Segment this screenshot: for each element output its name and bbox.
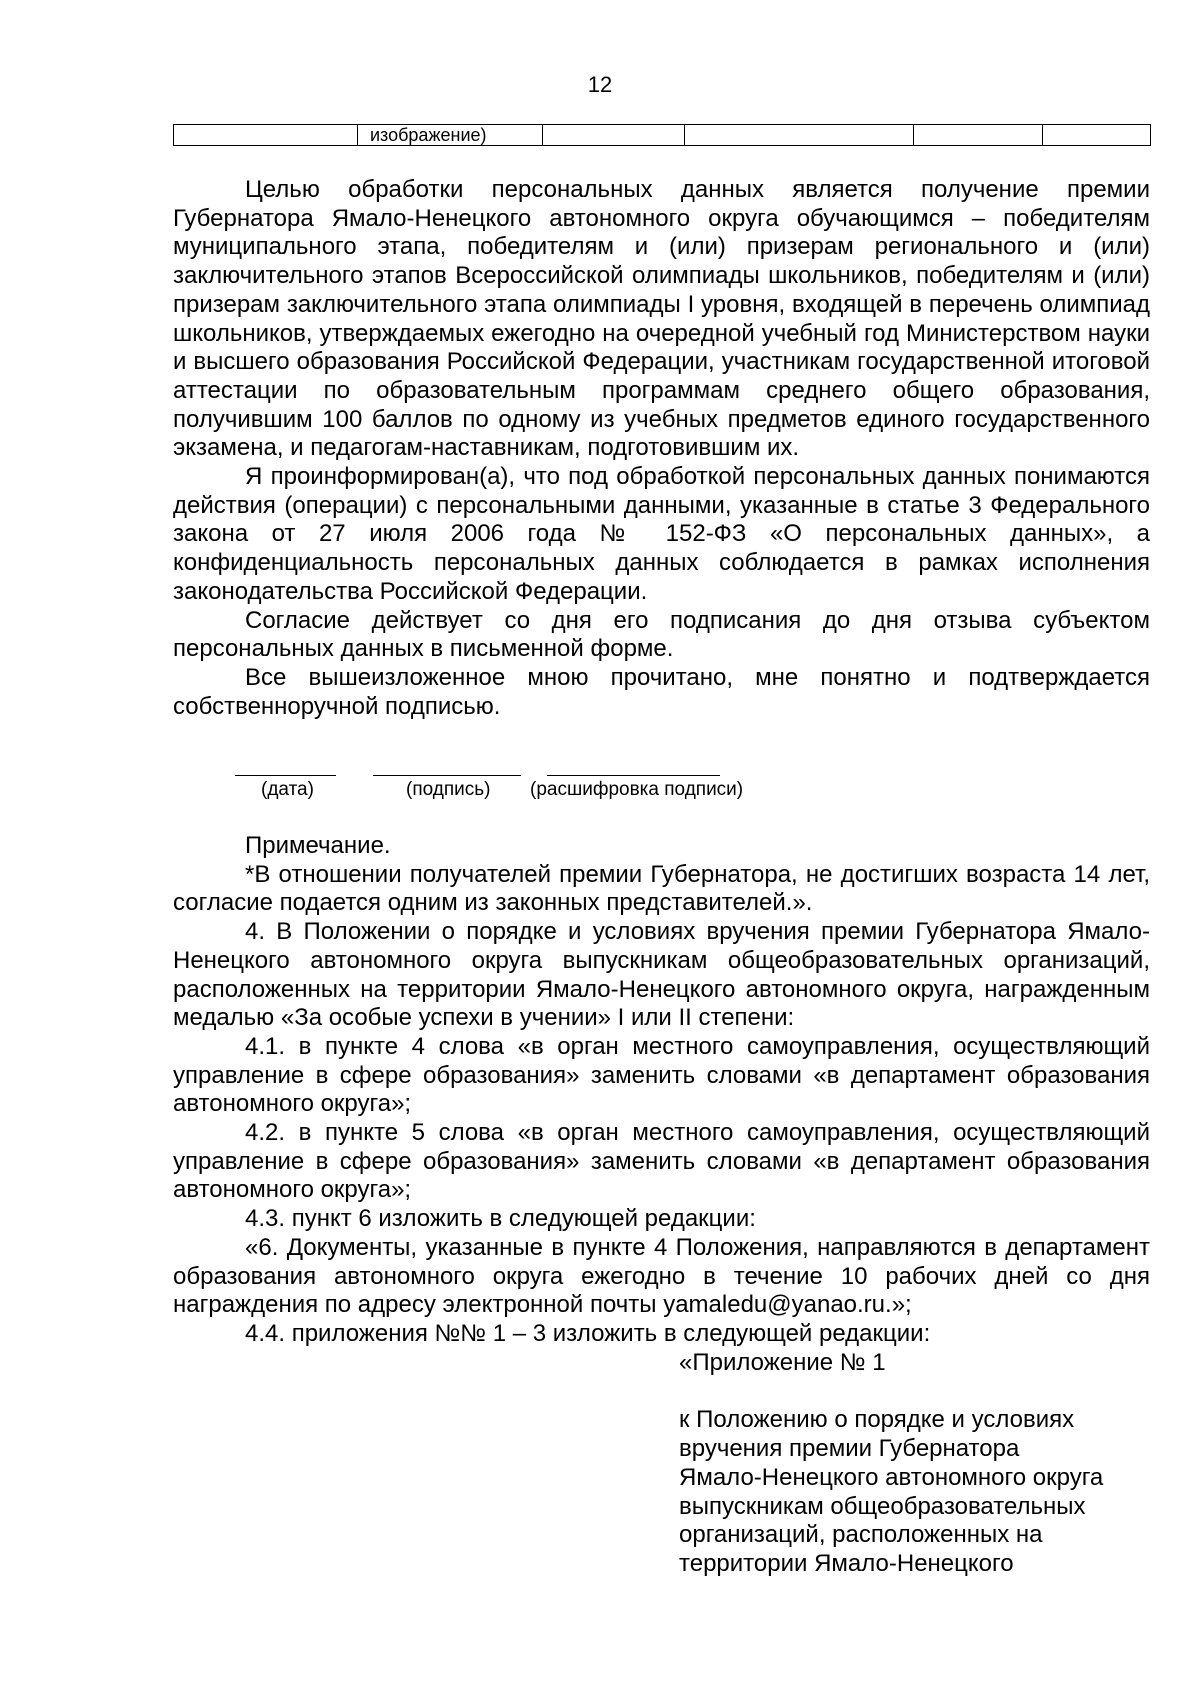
paragraph-validity: Согласие действует со дня его подписания до дня отзыва субъектом персональных данных в письменной форме.: [173, 606, 1150, 663]
annex-line: к Положению о порядке и условиях: [679, 1406, 1075, 1434]
amendment-point-6: «6. Документы, указанные в пункте 4 Положения, направляются в департамент образования автономного округа ежегодно в течение 10 рабочих дней со дня награждения по адресу электронной почты yamaledu@yanao.ru.»;: [173, 1233, 1150, 1319]
table-cell: [1043, 125, 1151, 146]
table-cell: [914, 125, 1043, 146]
annex-line: вручения премии Губернатора: [679, 1435, 1020, 1463]
table-fragment: [173, 124, 1151, 146]
paragraph-confirmation: Все вышеизложенное мною прочитано, мне понятно и подтверждается собственноручной подписью.: [173, 663, 1150, 720]
amendment-4-4: 4.4. приложения №№ 1 – 3 изложить в следующей редакции:: [245, 1319, 931, 1347]
page-number: 12: [587, 72, 613, 97]
annex-line: территории Ямало-Ненецкого: [679, 1549, 1014, 1577]
paragraph-purpose: Целью обработки персональных данных является получение премии Губернатора Ямало-Ненецкого автономного округа обучающимся – победителям муниципального этапа, победителям и (или) призерам регионального и (или) заключительного этапов Всероссийской олимпиады школьников, победителям и (или) призерам заключительного этапа олимпиады I уровня, входящей в перечень олимпиад школьников, утверждаемых ежегодно на очередной учебный год Министерством науки и высшего образования Российской Федерации, участникам государственной итоговой аттестации по образовательным программам среднего общего образования, получившим 100 баллов по одному из учебных предметов единого государственного экзамена, и педагогам-наставникам, подготовившим их.: [173, 176, 1150, 462]
annex-header: [679, 1349, 1159, 1579]
table-cell: изображение): [358, 125, 543, 146]
annex-line: выпускникам общеобразовательных: [679, 1492, 1086, 1520]
paragraph-informed: Я проинформирован(а), что под обработкой персональных данных понимаются действия (операции) с персональными данными, указанные в статье 3 Федерального закона от 27 июля 2006 года № 152-ФЗ «О персональных данных», а конфиденциальность персональных данных соблюдается в рамках исполнения законодательства Российской Федерации.: [173, 463, 1150, 605]
decoding-label: (расшифровка подписи): [530, 779, 744, 800]
table-row: [174, 125, 1151, 146]
note-title: Примечание.: [245, 832, 391, 859]
amendment-4: 4. В Положении о порядке и условиях вручения премии Губернатора Ямало-Ненецкого автономного округа выпускникам общеобразовательных организаций, расположенных на территории Ямало-Ненецкого автономного округа, награжденным медалью «За особые успехи в учении» I или II степени:: [173, 918, 1150, 1032]
annex-line: Ямало-Ненецкого автономного округа: [679, 1463, 1104, 1491]
table-cell: [685, 125, 914, 146]
table-cell: [174, 125, 358, 146]
annex-title: «Приложение № 1: [679, 1349, 886, 1376]
signature-line: [373, 775, 521, 776]
decoding-line: [547, 775, 720, 776]
date-label: (дата): [261, 779, 314, 800]
note-and-amendments: [173, 832, 1150, 1349]
signature-row: [235, 760, 835, 808]
note-text: *В отношении получателей премии Губернатора, не достигших возраста 14 лет, согласие подается одним из законных представителей.».: [173, 860, 1150, 917]
date-line: [235, 775, 336, 776]
consent-body: [173, 176, 1150, 721]
table-cell: [543, 125, 685, 146]
annex-spacer: [679, 1378, 1159, 1407]
amendment-4-2: 4.2. в пункте 5 слова «в орган местного самоуправления, осуществляющий управление в сфере образования» заменить словами «в департамент образования автономного округа»;: [173, 1119, 1150, 1204]
amendment-4-1: 4.1. в пункте 4 слова «в орган местного самоуправления, осуществляющий управление в сфере образования» заменить словами «в департамент образования автономного округа»;: [173, 1032, 1150, 1118]
signature-label: (подпись): [406, 779, 491, 800]
amendment-4-3: 4.3. пункт 6 изложить в следующей редакции:: [245, 1205, 756, 1233]
annex-line: организаций, расположенных на: [679, 1521, 1043, 1549]
